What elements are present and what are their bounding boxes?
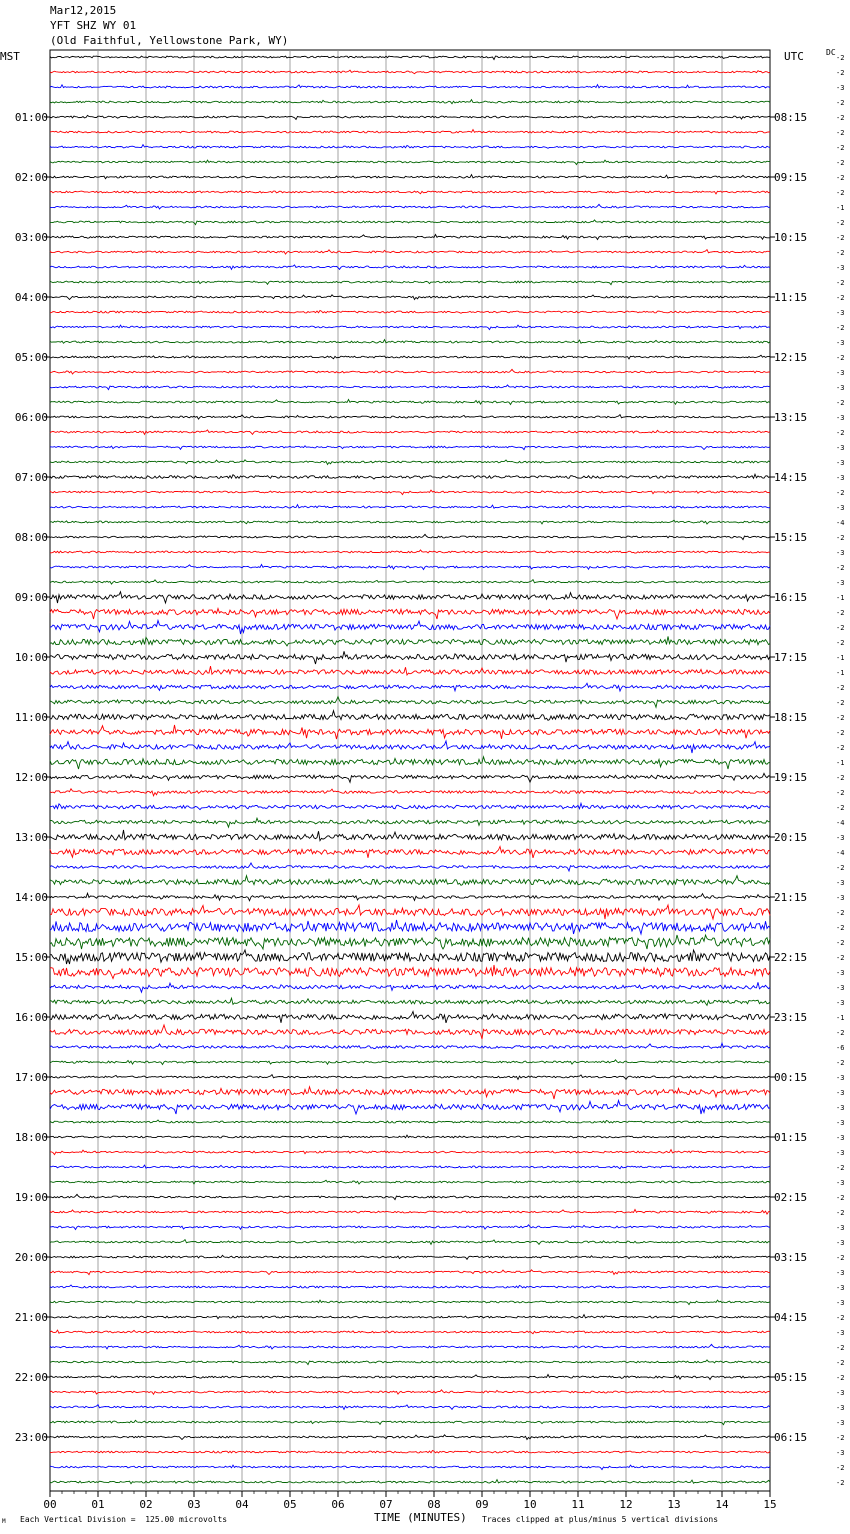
trace-row-73 <box>50 1150 770 1155</box>
trace-row-89 <box>50 1390 770 1395</box>
trace-row-58 <box>50 920 770 934</box>
dc-offset-value: -2 <box>836 864 845 872</box>
dc-offset-value: -3 <box>836 369 845 377</box>
dc-offset-value: -2 <box>836 1029 845 1037</box>
right-hour-label: 12:15 <box>774 351 808 364</box>
trace-row-21 <box>50 369 770 374</box>
left-hour-label: 13:00 <box>14 831 48 844</box>
trace-row-61 <box>50 965 770 979</box>
trace-row-37 <box>50 609 770 620</box>
left-hour-label: 08:00 <box>14 531 48 544</box>
right-hour-label: 23:15 <box>774 1011 808 1024</box>
trace-row-68 <box>50 1075 770 1080</box>
dc-offset-value: -2 <box>836 144 845 152</box>
trace-row-36 <box>50 592 770 603</box>
right-hour-label: 22:15 <box>774 951 808 964</box>
dc-offset-value: -3 <box>836 1074 845 1082</box>
trace-row-5 <box>50 130 770 133</box>
usgs-mark: M <box>2 1518 6 1525</box>
x-tick-label-08: 08 <box>427 1498 441 1511</box>
left-hour-label: 19:00 <box>14 1191 48 1204</box>
trace-row-2 <box>50 85 770 88</box>
left-hour-label: 09:00 <box>14 591 48 604</box>
dc-offset-value: -2 <box>836 729 845 737</box>
trace-row-62 <box>50 982 770 992</box>
dc-offset-value: -4 <box>836 819 845 827</box>
trace-row-82 <box>50 1285 770 1288</box>
dc-offset-value: -2 <box>836 1359 845 1367</box>
dc-offset-value: -2 <box>836 774 845 782</box>
trace-row-56 <box>50 893 770 901</box>
dc-offset-value: -3 <box>836 1179 845 1187</box>
x-tick-label-05: 05 <box>283 1498 297 1511</box>
dc-offset-value: -4 <box>836 849 845 857</box>
trace-row-72 <box>50 1135 770 1138</box>
trace-row-16 <box>50 295 770 300</box>
trace-row-34 <box>50 565 770 570</box>
dc-offset-value: -3 <box>836 1119 845 1127</box>
right-hour-label: 16:15 <box>774 591 808 604</box>
x-tick-label-11: 11 <box>571 1498 585 1511</box>
trace-row-18 <box>50 325 770 330</box>
trace-row-10 <box>50 204 770 209</box>
trace-row-90 <box>50 1405 770 1410</box>
dc-offset-value: -3 <box>836 339 845 347</box>
trace-row-15 <box>50 281 770 285</box>
right-hour-label: 20:15 <box>774 831 808 844</box>
dc-offset-value: -1 <box>836 654 845 662</box>
x-axis-title: TIME (MINUTES) <box>374 1511 467 1524</box>
right-hour-label: 13:15 <box>774 411 808 424</box>
trace-row-14 <box>50 265 770 270</box>
x-tick-label-15: 15 <box>763 1498 777 1511</box>
x-tick-label-02: 02 <box>139 1498 153 1511</box>
right-hour-label: 03:15 <box>774 1251 808 1264</box>
dc-offset-value: -3 <box>836 969 845 977</box>
right-hour-label: 08:15 <box>774 111 808 124</box>
trace-row-42 <box>50 683 770 691</box>
trace-row-4 <box>50 115 770 119</box>
trace-row-54 <box>50 863 770 871</box>
trace-row-80 <box>50 1255 770 1259</box>
trace-row-9 <box>50 191 770 194</box>
dc-offset-value: -3 <box>836 1149 845 1157</box>
dc-offset-value: -1 <box>836 1014 845 1022</box>
x-tick-label-09: 09 <box>475 1498 489 1511</box>
dc-offset-value: -3 <box>836 264 845 272</box>
x-tick-label-13: 13 <box>667 1498 681 1511</box>
trace-row-7 <box>50 160 770 165</box>
dc-offset-value: -2 <box>836 114 845 122</box>
dc-offset-value: -3 <box>836 1419 845 1427</box>
x-tick-label-04: 04 <box>235 1498 249 1511</box>
dc-offset-value: -2 <box>836 234 845 242</box>
right-hour-label: 09:15 <box>774 171 808 184</box>
dc-offset-value: -2 <box>836 354 845 362</box>
trace-row-24 <box>50 415 770 420</box>
dc-offset-value: -6 <box>836 1044 845 1052</box>
trace-row-49 <box>50 789 770 796</box>
dc-offset-value: -3 <box>836 474 845 482</box>
trace-row-79 <box>50 1240 770 1245</box>
dc-offset-value: -2 <box>836 714 845 722</box>
dc-offset-value: -2 <box>836 1464 845 1472</box>
trace-row-25 <box>50 430 770 435</box>
dc-offset-value: -2 <box>836 174 845 182</box>
trace-row-6 <box>50 145 770 149</box>
trace-row-55 <box>50 876 770 886</box>
trace-row-65 <box>50 1025 770 1039</box>
left-hour-label: 11:00 <box>14 711 48 724</box>
trace-row-48 <box>50 773 770 782</box>
dc-offset-value: -2 <box>836 954 845 962</box>
trace-row-38 <box>50 621 770 635</box>
trace-row-86 <box>50 1344 770 1349</box>
dc-offset-value: -2 <box>836 1209 845 1217</box>
trace-row-52 <box>50 830 770 841</box>
dc-offset-value: -2 <box>836 804 845 812</box>
dc-offset-value: -3 <box>836 414 845 422</box>
trace-row-39 <box>50 636 770 646</box>
dc-offset-value: -2 <box>836 564 845 572</box>
dc-offset-header: DC <box>826 48 836 57</box>
dc-offset-value: -3 <box>836 444 845 452</box>
dc-offset-value: -2 <box>836 1434 845 1442</box>
trace-row-17 <box>50 311 770 314</box>
trace-row-63 <box>50 998 770 1005</box>
trace-row-23 <box>50 400 770 405</box>
trace-row-44 <box>50 711 770 721</box>
trace-row-46 <box>50 741 770 753</box>
dc-offset-value: -3 <box>836 1269 845 1277</box>
dc-offset-value: -3 <box>836 459 845 467</box>
dc-offset-value: -2 <box>836 1314 845 1322</box>
trace-row-13 <box>50 250 770 255</box>
dc-offset-value: -2 <box>836 54 845 62</box>
left-hour-label: 05:00 <box>14 351 48 364</box>
right-hour-label: 02:15 <box>774 1191 808 1204</box>
dc-offset-value: -2 <box>836 789 845 797</box>
left-hour-label: 06:00 <box>14 411 48 424</box>
trace-row-1 <box>50 70 770 74</box>
left-hour-label: 07:00 <box>14 471 48 484</box>
left-hour-label: 04:00 <box>14 291 48 304</box>
right-hour-label: 05:15 <box>774 1371 808 1384</box>
trace-row-43 <box>50 697 770 708</box>
trace-row-27 <box>50 460 770 465</box>
station-code: YFT SHZ WY 01 <box>50 19 137 32</box>
left-hour-label: 16:00 <box>14 1011 48 1024</box>
trace-row-69 <box>50 1087 770 1099</box>
trace-row-77 <box>50 1210 770 1215</box>
left-timezone-label: MST <box>0 50 20 63</box>
trace-row-28 <box>50 474 770 479</box>
dc-offset-value: -2 <box>836 1164 845 1172</box>
dc-offset-value: -3 <box>836 384 845 392</box>
dc-offset-value: -2 <box>836 489 845 497</box>
dc-offset-value: -2 <box>836 744 845 752</box>
dc-offset-value: -3 <box>836 1389 845 1397</box>
trace-row-66 <box>50 1043 770 1048</box>
trace-row-84 <box>50 1315 770 1319</box>
trace-row-85 <box>50 1330 770 1334</box>
right-hour-labels <box>770 111 807 1444</box>
trace-row-35 <box>50 580 770 585</box>
dc-offset-value: -2 <box>836 1254 845 1262</box>
dc-offset-value: -2 <box>836 1194 845 1202</box>
right-hour-label: 10:15 <box>774 231 808 244</box>
dc-offset-value: -2 <box>836 1059 845 1067</box>
x-tick-label-14: 14 <box>715 1498 729 1511</box>
dc-offset-value: -2 <box>836 624 845 632</box>
dc-offset-value: -3 <box>836 549 845 557</box>
trace-row-87 <box>50 1360 770 1365</box>
trace-row-92 <box>50 1435 770 1440</box>
trace-row-33 <box>50 550 770 553</box>
left-hour-label: 20:00 <box>14 1251 48 1264</box>
trace-row-29 <box>50 490 770 495</box>
dc-offset-value: -2 <box>836 189 845 197</box>
dc-offset-value: -2 <box>836 324 845 332</box>
x-tick-label-10: 10 <box>523 1498 537 1511</box>
trace-row-22 <box>50 385 770 390</box>
trace-row-93 <box>50 1451 770 1454</box>
x-tick-label-00: 00 <box>43 1498 57 1511</box>
left-hour-label: 22:00 <box>14 1371 48 1384</box>
right-hour-label: 11:15 <box>774 291 808 304</box>
trace-row-88 <box>50 1375 770 1380</box>
trace-row-60 <box>50 950 770 964</box>
dc-offset-value: -4 <box>836 519 845 527</box>
dc-offset-value: -2 <box>836 534 845 542</box>
dc-offset-value: -3 <box>836 309 845 317</box>
scale-note: Each Vertical Division = 125.00 microvolts <box>20 1515 228 1524</box>
dc-offset-value: -3 <box>836 1089 845 1097</box>
dc-offset-value: -3 <box>836 984 845 992</box>
right-hour-label: 17:15 <box>774 651 808 664</box>
dc-offset-value: -3 <box>836 894 845 902</box>
right-hour-label: 15:15 <box>774 531 808 544</box>
dc-offset-value: -2 <box>836 129 845 137</box>
dc-offset-value: -2 <box>836 939 845 947</box>
left-hour-label: 18:00 <box>14 1131 48 1144</box>
left-hour-label: 03:00 <box>14 231 48 244</box>
x-tick-label-03: 03 <box>187 1498 201 1511</box>
dc-offset-value: -1 <box>836 594 845 602</box>
dc-offset-value: -3 <box>836 999 845 1007</box>
dc-offset-value: -3 <box>836 579 845 587</box>
clip-note: Traces clipped at plus/minus 5 vertical divisions <box>482 1515 719 1524</box>
dc-offset-value: -3 <box>836 1239 845 1247</box>
x-tick-label-12: 12 <box>619 1498 633 1511</box>
trace-row-11 <box>50 220 770 225</box>
dc-offset-value: -2 <box>836 924 845 932</box>
dc-offset-values <box>836 54 844 1487</box>
dc-offset-value: -3 <box>836 1299 845 1307</box>
dc-offset-value: -3 <box>836 504 845 512</box>
dc-offset-value: -3 <box>836 1449 845 1457</box>
dc-offset-value: -2 <box>836 219 845 227</box>
dc-offset-value: -2 <box>836 1479 845 1487</box>
trace-row-3 <box>50 100 770 104</box>
trace-row-41 <box>50 666 770 675</box>
right-hour-label: 14:15 <box>774 471 808 484</box>
left-hour-label: 02:00 <box>14 171 48 184</box>
trace-row-0 <box>50 56 770 59</box>
dc-offset-value: -2 <box>836 1344 845 1352</box>
left-hour-labels <box>15 111 50 1444</box>
trace-row-32 <box>50 534 770 539</box>
trace-row-31 <box>50 520 770 524</box>
dc-offset-value: -3 <box>836 879 845 887</box>
x-tick-label-06: 06 <box>331 1498 345 1511</box>
left-hour-label: 12:00 <box>14 771 48 784</box>
trace-row-78 <box>50 1225 770 1230</box>
trace-row-47 <box>50 757 770 769</box>
dc-offset-value: -3 <box>836 1329 845 1337</box>
trace-row-83 <box>50 1300 770 1305</box>
trace-lines <box>50 56 770 1484</box>
trace-row-75 <box>50 1180 770 1184</box>
right-hour-label: 06:15 <box>774 1431 808 1444</box>
dc-offset-value: -2 <box>836 249 845 257</box>
trace-row-76 <box>50 1194 770 1199</box>
right-hour-label: 01:15 <box>774 1131 808 1144</box>
dc-offset-value: -3 <box>836 1104 845 1112</box>
dc-offset-value: -2 <box>836 699 845 707</box>
trace-row-26 <box>50 446 770 450</box>
trace-row-81 <box>50 1270 770 1275</box>
trace-row-53 <box>50 847 770 858</box>
trace-row-67 <box>50 1060 770 1065</box>
x-axis-ticks <box>43 1491 776 1511</box>
x-tick-label-01: 01 <box>91 1498 105 1511</box>
dc-offset-value: -2 <box>836 99 845 107</box>
trace-row-74 <box>50 1165 770 1169</box>
left-hour-label: 23:00 <box>14 1431 48 1444</box>
left-hour-label: 14:00 <box>14 891 48 904</box>
dc-offset-value: -2 <box>836 159 845 167</box>
trace-row-94 <box>50 1465 770 1470</box>
dc-offset-value: -2 <box>836 609 845 617</box>
dc-offset-value: -3 <box>836 84 845 92</box>
trace-row-8 <box>50 175 770 179</box>
trace-row-59 <box>50 935 770 949</box>
trace-row-12 <box>50 235 770 240</box>
station-location: (Old Faithful, Yellowstone Park, WY) <box>50 34 289 47</box>
dc-offset-value: -3 <box>836 1224 845 1232</box>
trace-row-57 <box>50 905 770 919</box>
right-hour-label: 00:15 <box>774 1071 808 1084</box>
trace-row-20 <box>50 355 770 359</box>
dc-offset-value: -2 <box>836 69 845 77</box>
dc-offset-value: -2 <box>836 294 845 302</box>
dc-offset-value: -2 <box>836 639 845 647</box>
dc-offset-value: -3 <box>836 1134 845 1142</box>
trace-row-19 <box>50 340 770 344</box>
dc-offset-value: -2 <box>836 429 845 437</box>
trace-row-70 <box>50 1101 770 1115</box>
left-hour-label: 17:00 <box>14 1071 48 1084</box>
trace-row-45 <box>50 725 770 739</box>
trace-row-30 <box>50 505 770 509</box>
dc-offset-value: -3 <box>836 1284 845 1292</box>
trace-row-95 <box>50 1480 770 1484</box>
trace-row-51 <box>50 818 770 827</box>
right-timezone-label: UTC <box>784 50 804 63</box>
plot-date: Mar12,2015 <box>50 4 117 17</box>
dc-offset-value: -1 <box>836 759 845 767</box>
dc-offset-value: -3 <box>836 1404 845 1412</box>
dc-offset-value: -2 <box>836 279 845 287</box>
trace-row-71 <box>50 1120 770 1123</box>
dc-offset-value: -1 <box>836 204 845 212</box>
trace-row-50 <box>50 803 770 809</box>
trace-row-40 <box>50 651 770 664</box>
x-tick-label-07: 07 <box>379 1498 393 1511</box>
trace-row-64 <box>50 1012 770 1023</box>
left-hour-label: 01:00 <box>14 111 48 124</box>
right-hour-label: 21:15 <box>774 891 808 904</box>
left-hour-label: 15:00 <box>14 951 48 964</box>
right-hour-label: 19:15 <box>774 771 808 784</box>
left-hour-label: 10:00 <box>14 651 48 664</box>
dc-offset-value: -1 <box>836 669 845 677</box>
trace-row-91 <box>50 1420 770 1424</box>
dc-offset-value: -2 <box>836 1374 845 1382</box>
dc-offset-value: -3 <box>836 834 845 842</box>
dc-offset-value: -2 <box>836 909 845 917</box>
right-hour-label: 04:15 <box>774 1311 808 1324</box>
dc-offset-value: -2 <box>836 399 845 407</box>
dc-offset-value: -2 <box>836 684 845 692</box>
right-hour-label: 18:15 <box>774 711 808 724</box>
left-hour-label: 21:00 <box>14 1311 48 1324</box>
